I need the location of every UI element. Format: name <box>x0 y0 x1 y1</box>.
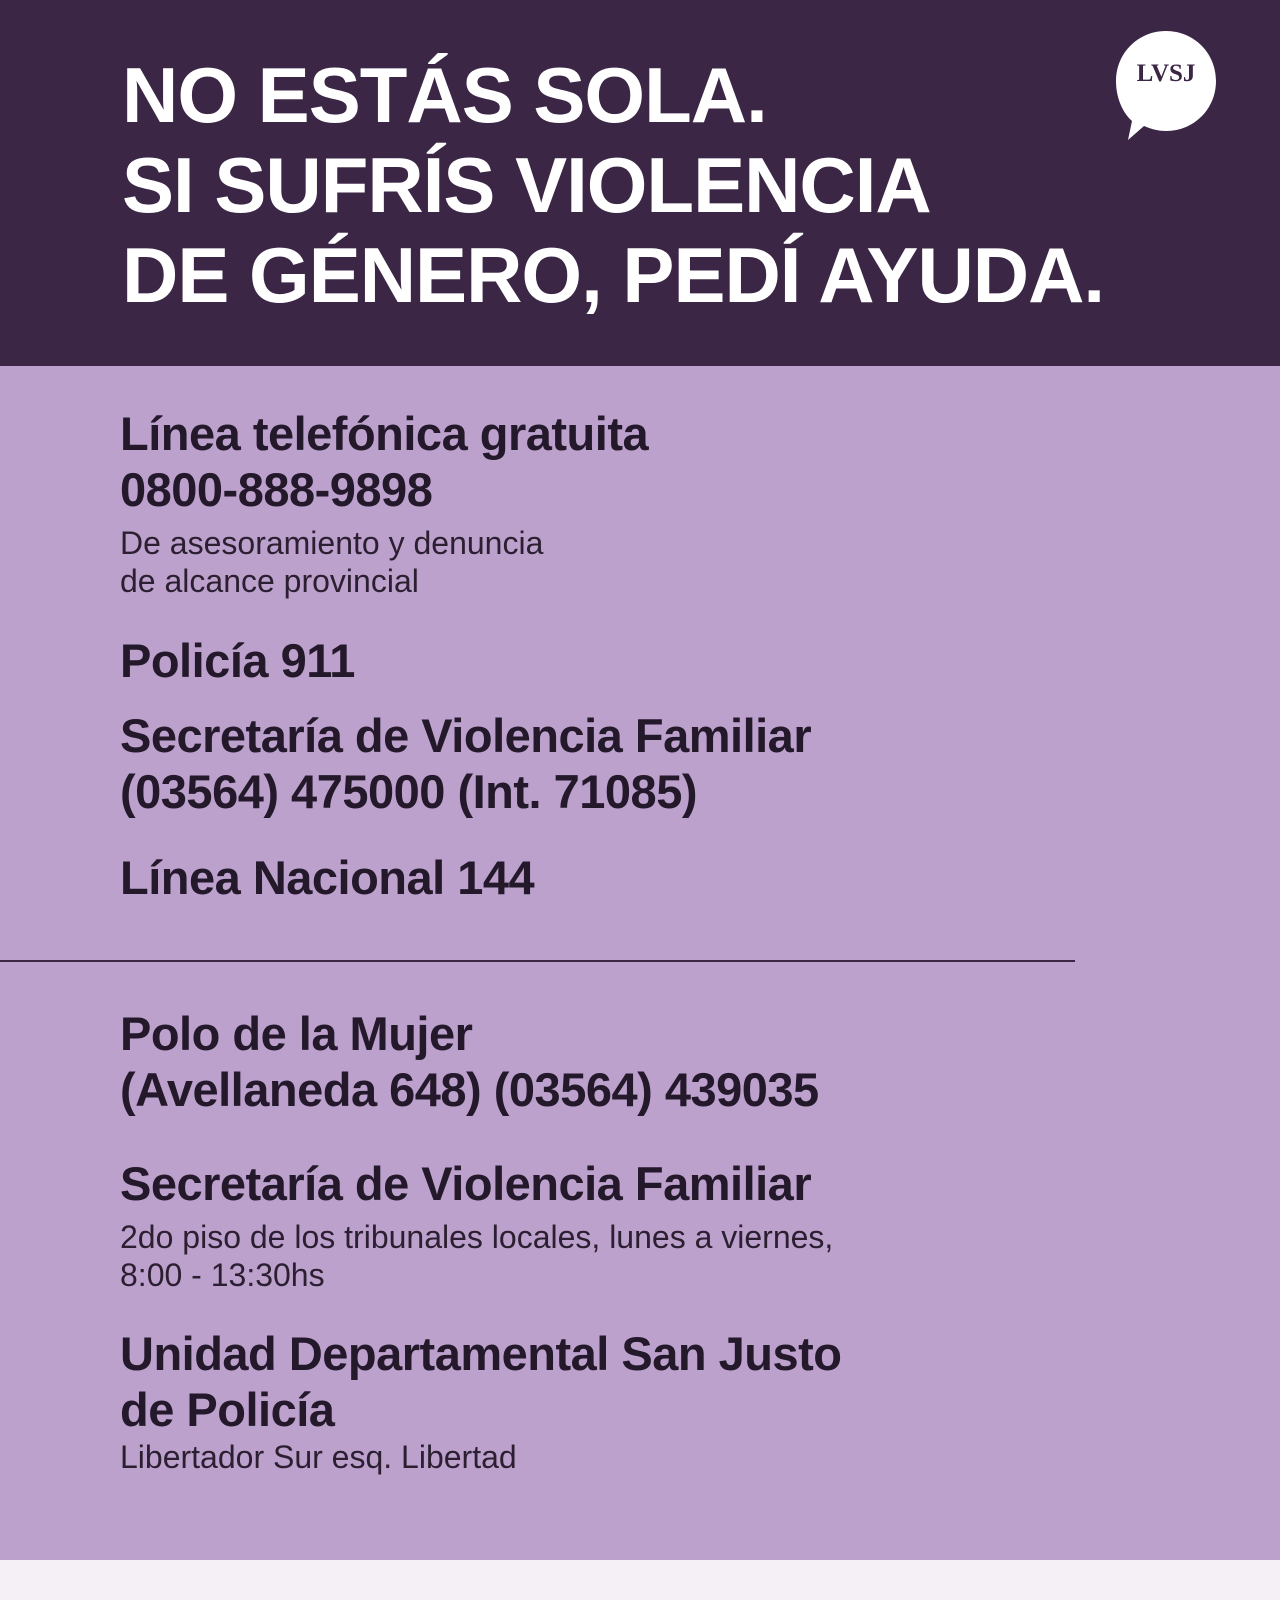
contact-policia <box>120 633 355 689</box>
contact-phone: 0800-888-9898 <box>120 463 433 516</box>
contact-title: de Policía <box>120 1383 335 1436</box>
headline-line-2: SI SUFRÍS VIOLENCIA <box>122 141 931 229</box>
contact-description: de alcance provincial <box>120 563 419 599</box>
contact-phone: (03564) 475000 (Int. 71085) <box>120 765 697 818</box>
contact-unidad-policia <box>120 1326 842 1476</box>
contact-description: 2do piso de los tribunales locales, lunes a viernes, <box>120 1219 834 1255</box>
contact-secretaria-direccion <box>120 1156 833 1294</box>
contact-title: Línea telefónica gratuita <box>120 407 649 460</box>
contact-description: De asesoramiento y denuncia <box>120 525 544 561</box>
contact-polo-mujer <box>120 1006 819 1118</box>
headline-line-3: DE GÉNERO, PEDÍ AYUDA. <box>122 231 1105 319</box>
contact-title: Polo de la Mujer <box>120 1007 473 1060</box>
contact-title: Secretaría de Violencia Familiar <box>120 709 812 762</box>
contact-title: Policía 911 <box>120 634 355 687</box>
contact-description: Libertador Sur esq. Libertad <box>120 1439 517 1475</box>
contact-linea-gratuita <box>120 406 648 600</box>
bottom-band <box>0 1560 1280 1600</box>
contact-secretaria-telefono <box>120 708 811 820</box>
headline <box>122 50 1104 320</box>
headline-line-1: NO ESTÁS SOLA. <box>122 51 767 139</box>
lvsj-logo <box>1114 29 1218 143</box>
contact-linea-nacional <box>120 850 534 906</box>
contact-title: Secretaría de Violencia Familiar <box>120 1157 812 1210</box>
contacts-panel <box>0 366 1280 1560</box>
contact-description: 8:00 - 13:30hs <box>120 1257 325 1293</box>
logo-text: LVSJ <box>1136 60 1196 87</box>
contact-address-phone: (Avellaneda 648) (03564) 439035 <box>120 1063 819 1116</box>
contact-title: Línea Nacional 144 <box>120 851 535 904</box>
section-divider <box>0 960 1075 962</box>
contact-title: Unidad Departamental San Justo <box>120 1327 842 1380</box>
header-banner <box>0 0 1280 366</box>
